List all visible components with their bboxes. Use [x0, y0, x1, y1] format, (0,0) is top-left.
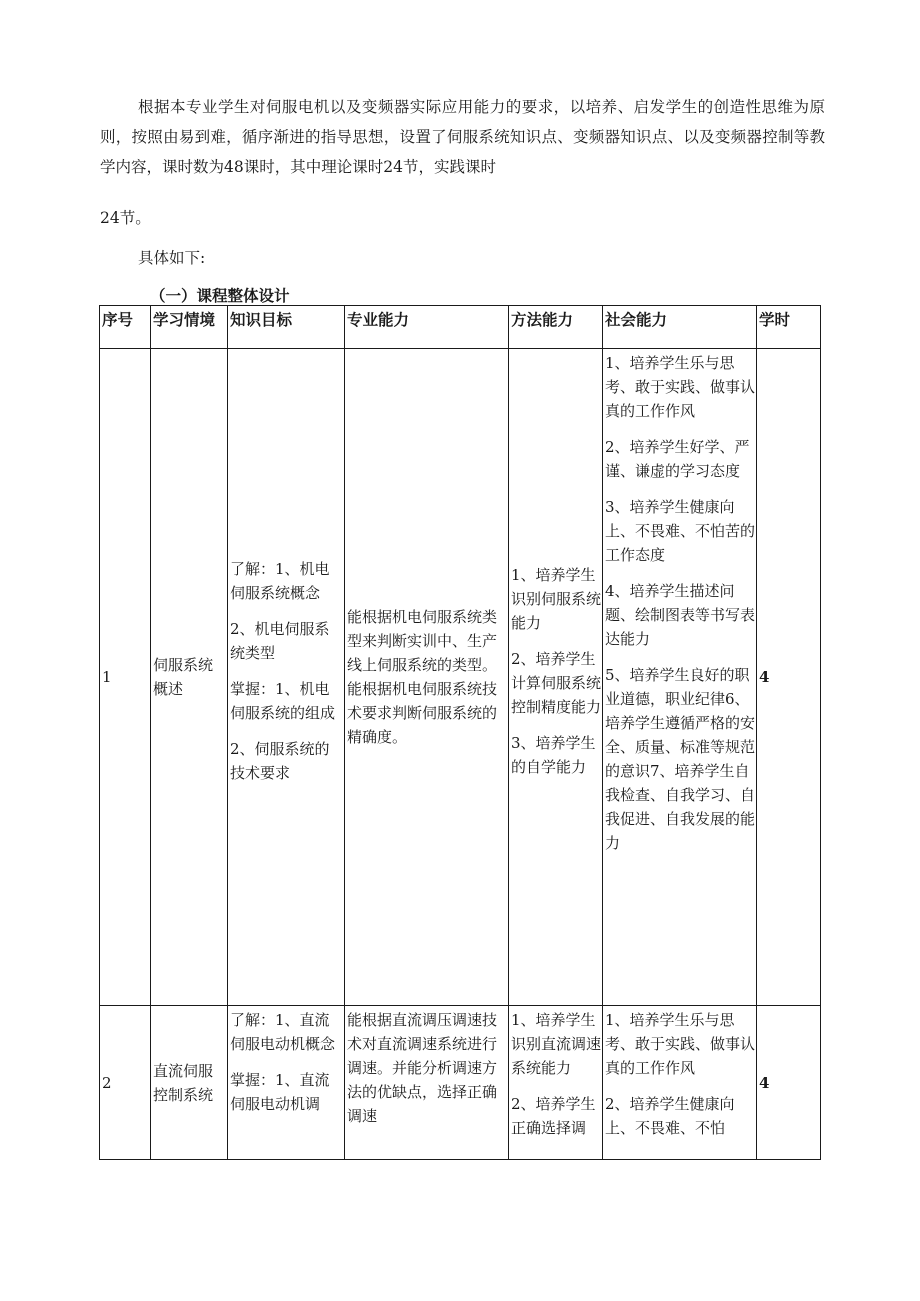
- intro-line-3: 具体如下:: [138, 249, 206, 267]
- row-hours: 4: [757, 349, 821, 1006]
- method-item: 1、培养学生识别伺服系统能力: [511, 566, 602, 632]
- header-no: 序号: [100, 306, 151, 349]
- row-hours: 4: [757, 1006, 821, 1160]
- header-social: 社会能力: [603, 306, 757, 349]
- method-item: 2、培养学生计算伺服系统控制精度能力: [511, 650, 602, 716]
- knowledge-item: 了解：1、直流伺服电动机概念: [230, 1011, 336, 1053]
- social-item: 1、培养学生乐与思考、敢于实践、做事认真的工作作风: [605, 1011, 756, 1077]
- course-design-table: [99, 305, 821, 1160]
- section-title: （一）课程整体设计: [150, 286, 290, 305]
- row-situation: 直流伺服控制系统: [151, 1006, 228, 1160]
- header-professional: 专业能力: [345, 306, 509, 349]
- intro-line-2: 24节。: [100, 209, 151, 227]
- knowledge-item: 掌握：1、直流伺服电动机调: [230, 1071, 330, 1113]
- method-item: 2、培养学生正确选择调: [511, 1095, 596, 1137]
- knowledge-item: 2、机电伺服系统类型: [230, 620, 330, 662]
- header-hours: 学时: [757, 306, 821, 349]
- header-knowledge: 知识目标: [228, 306, 345, 349]
- row-no: 2: [100, 1006, 151, 1160]
- header-method: 方法能力: [509, 306, 603, 349]
- knowledge-item: 2、伺服系统的技术要求: [230, 740, 330, 782]
- knowledge-item: 了解：1、机电伺服系统概念: [230, 560, 330, 602]
- social-item: 3、培养学生健康向上、不畏难、不怕苦的工作态度: [605, 498, 756, 564]
- row-method: [509, 349, 603, 1006]
- social-item: 1、培养学生乐与思考、敢于实践、做事认真的工作作风: [605, 354, 756, 420]
- table-row: [100, 349, 821, 1006]
- method-item: 1、培养学生识别直流调速系统能力: [511, 1011, 602, 1077]
- social-item: 5、培养学生良好的职业道德，职业纪律6、培养学生遵循严格的安全、质量、标准等规范的意识7、培养学生自我检查、自我学习、自我促进、自我发展的能力: [605, 666, 756, 852]
- row-method: [509, 1006, 603, 1160]
- row-knowledge: [228, 349, 345, 1006]
- intro-paragraph: 根据本专业学生对伺服电机以及变频器实际应用能力的要求，以培养、启发学生的创造性思维为原则，按照由易到难，循序渐进的指导思想，设置了伺服系统知识点、变频器知识点、以及变频器控制等教学内容，课时数为48课时，其中理论课时24节，实践课时: [100, 98, 825, 176]
- row-situation: 伺服系统概述: [151, 349, 228, 1006]
- social-item: 4、培养学生描述问题、绘制图表等书写表达能力: [605, 582, 756, 648]
- table-row: [100, 1006, 821, 1160]
- row-no: 1: [100, 349, 151, 1006]
- table-header-row: [100, 306, 821, 349]
- method-item: 3、培养学生的自学能力: [511, 734, 596, 776]
- row-professional: 能根据直流调压调速技术对直流调速系统进行调速。并能分析调速方法的优缺点，选择正确调速: [345, 1006, 509, 1160]
- row-knowledge: [228, 1006, 345, 1160]
- social-item: 2、培养学生健康向上、不畏难、不怕: [605, 1095, 735, 1137]
- knowledge-item: 掌握：1、机电伺服系统的组成: [230, 680, 336, 722]
- header-situation: 学习情境: [151, 306, 228, 349]
- row-professional: 能根据机电伺服系统类型来判断实训中、生产线上伺服系统的类型。能根据机电伺服系统技术要求判断伺服系统的精确度。: [345, 349, 509, 1006]
- social-item: 2、培养学生好学、严谨、谦虚的学习态度: [605, 438, 750, 480]
- row-social: [603, 1006, 757, 1160]
- row-social: [603, 349, 757, 1006]
